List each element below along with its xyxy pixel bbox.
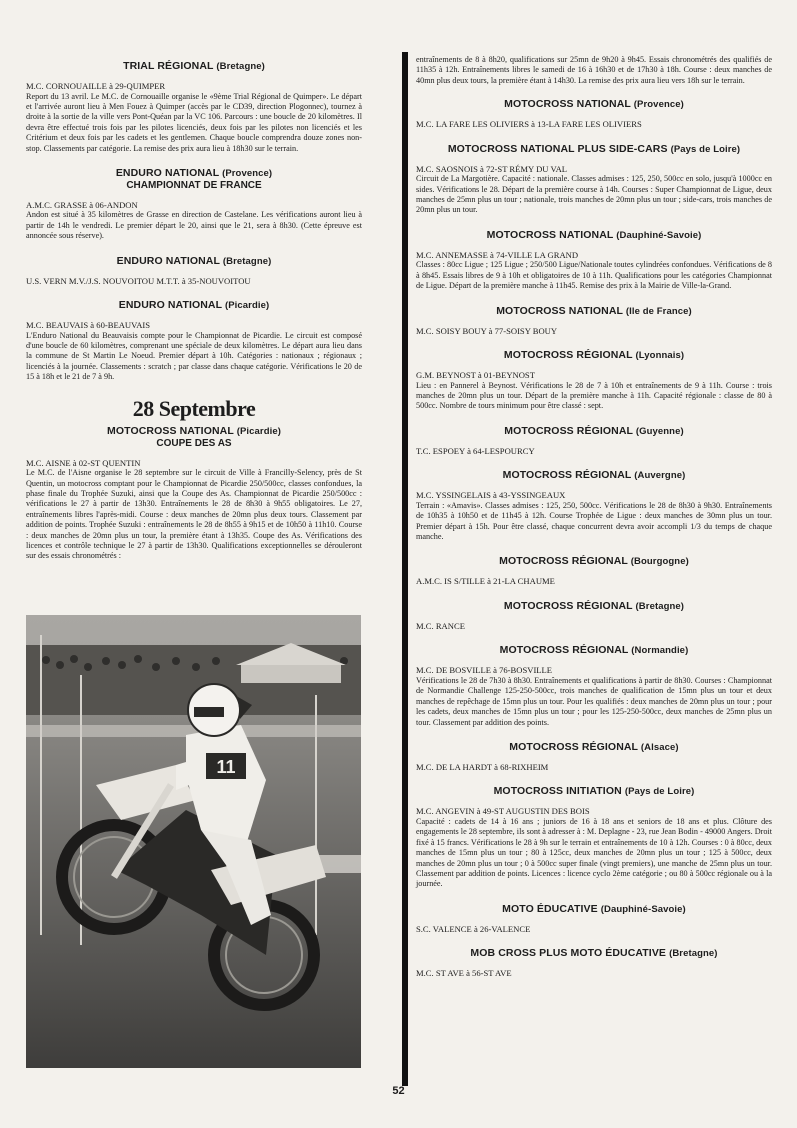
event-description: Terrain : «Amavis». Classes admises : 125, 250, 500cc. Vérifications le 28 de 8h30 à 9h30. Entraînements de 10h35 à 10h50 et de 11h45 à 12h. Course Trophée de Ligue : deux manches de 30mn plus un tour. Premier départ à 15h. Pour être classé, chaque concurrent devra avoir accompli 1/3 du temps de chaque manche. (416, 500, 772, 541)
event-region: (Provence) (222, 167, 273, 179)
right-column (416, 55, 772, 992)
event-region: (Guyenne) (635, 425, 684, 437)
organizing-club: M.C. DE BOSVILLE à 76-BOSVILLE (416, 665, 553, 676)
event-type: MOTOCROSS RÉGIONAL (504, 424, 633, 437)
organizing-club: S.C. VALENCE à 26-VALENCE (416, 923, 531, 934)
event-listing (416, 555, 772, 587)
event-listing (416, 469, 772, 542)
organizing-club: U.S. VERN M.V./J.S. NOUVOITOU M.T.T. à 35-NOUVOITOU (26, 275, 251, 286)
event-type: ENDURO NATIONAL (118, 299, 222, 312)
event-description: Vérifications le 28 de 7h30 à 8h30. Entraînements et qualifications à partir de 8h30. Courses : Championnat de Normandie Challenge 125-250-500cc, trois manches de qualification de 15mn plus un tour et deux manches de repêchage de 15mn plus un tour. Pour les qualifiés : deux manches de 20mn plus un tour ; pour les cadets, deux manches de 15mn plus un tour ; pour les 125-250-500cc, deux manches de 25mn plus un tour. Classement par addition des points. (416, 675, 772, 727)
event-region: (Auvergne) (634, 470, 686, 482)
event-type: MOTOCROSS RÉGIONAL (499, 555, 628, 568)
event-description: Classes : 80cc Ligue ; 125 Ligue ; 250/500 Ligue/Nationale toutes cylindrées confondues. Vérifications de 8 à 8h45. Essais libres de 9 à 10h et obligatoires de 10 à 11h. Qualifications pour les catégories Championnat de Ligue. Départ de la première manche à 11h45. Remise des prix à la Mairie de Ville-la-Grand. (416, 260, 772, 291)
event-listing (26, 167, 362, 242)
event-description: Andon est situé à 35 kilomètres de Grasse en direction de Castelane. Les vérifications auront lieu à partir de 14h le vendredi. Le premier départ le 20, ainsi que le 21, sera à 8h30. (Cette épreuve est annoncée sous réserve). (26, 210, 362, 241)
event-listing (26, 60, 362, 154)
event-type: TRIAL RÉGIONAL (123, 60, 214, 72)
event-type: MOTOCROSS NATIONAL (486, 228, 614, 241)
date-heading: 28 Septembre (132, 395, 256, 421)
event-listing (416, 143, 772, 216)
event-region: (Dauphiné-Savoie) (616, 229, 702, 241)
page-number: 52 (392, 1085, 405, 1097)
event-type: MOTOCROSS RÉGIONAL (503, 349, 633, 362)
rider-number: 11 (216, 757, 236, 777)
event-listing (416, 600, 772, 632)
event-listing (416, 644, 772, 728)
organizing-club: M.C. LA FARE LES OLIVIERS à 13-LA FARE LES OLIVIERS (416, 119, 642, 130)
event-region: (Normandie) (631, 645, 689, 657)
event-region: (Alsace) (640, 741, 679, 753)
event-listing (26, 425, 362, 562)
event-listing (416, 425, 772, 457)
continued-text: entraînements de 8 à 8h20, qualifications sur 25mn de 9h20 à 9h45. Essais chronométrés des qualifiés de 11h35 à 12h. Entraînements libres le samedi de 16 à 16h30 et de 17h30 à 18h. Course : deux manches de 40mn plus deux tours, la première étant à 14h30. La remise des prix aura lieu vers 18h sur le terrain. (416, 55, 772, 85)
organizing-club: M.C. AISNE à 02-ST QUENTIN (26, 457, 141, 468)
organizing-club: M.C. SAOSNOIS à 72-ST RÉMY DU VAL (416, 163, 568, 174)
event-region: (Pays de Loire) (624, 786, 695, 798)
event-region: (Dauphiné-Savoie) (600, 903, 686, 915)
organizing-club: M.C. RANCE (416, 620, 465, 631)
event-listing (416, 305, 772, 337)
event-listing (416, 741, 772, 773)
event-heading (416, 600, 772, 612)
event-heading (416, 425, 772, 437)
event-type: MOB CROSS PLUS MOTO ÉDUCATIVE (470, 947, 667, 960)
organizing-club: M.C. SOISY BOUY à 77-SOISY BOUY (416, 325, 558, 336)
event-heading (416, 741, 772, 753)
event-description: Capacité : cadets de 14 à 16 ans ; juniors de 16 à 18 ans et seniors de 18 ans et plus. Clôture des engagements le 28 septembre, ils sont à adresser à : M. Deplagne - 23, rue Jean Bodin - 49000 Angers. Droit fixé à 15 francs. Vérifications le 28 à 9h sur le terrain et entraînements de 10 à 12h. Courses : 0 à 80cc, deux manches de 15mn plus un tour ; 80 à 125cc, deux manches de 20mn plus un tour ; 125 à 500cc, deux manches de 20mn plus un tour ; 0 à 500cc super finale (vingt premiers), une manche de 25mn plus un tour. Classement par addition de points. Licences : licence cyclo 2ème catégorie ; ou 80 à 500cc régionale ou à la journée. (416, 816, 772, 889)
organizing-club: T.C. ESPOEY à 64-LESPOURCY (416, 445, 535, 456)
event-type: ENDURO NATIONAL (115, 166, 220, 179)
event-type: MOTOCROSS NATIONAL PLUS SIDE-CARS (447, 142, 668, 155)
organizing-club: A.M.C. GRASSE à 06-ANDON (26, 199, 138, 210)
left-column (26, 60, 362, 575)
event-heading (416, 469, 772, 481)
event-heading (26, 255, 362, 267)
event-listing (26, 299, 362, 383)
event-listing (416, 785, 772, 889)
event-region: (Picardie) (224, 300, 270, 312)
event-heading (26, 167, 362, 179)
organizing-club: A.M.C. IS S/TILLE à 21-LA CHAUME (416, 576, 555, 587)
event-heading (416, 98, 772, 110)
event-listing (26, 255, 362, 287)
event-heading (26, 425, 362, 437)
event-heading (416, 143, 772, 155)
organizing-club: M.C. ANNEMASSE à 74-VILLE LA GRAND (416, 249, 579, 260)
organizing-club: G.M. BEYNOST à 01-BEYNOST (416, 370, 535, 381)
event-description: Circuit de La Margotière. Capacité : nationale. Classes admises : 125, 250, 500cc en solo, jusqu'à 1000cc en sides. Vérifications le 28. Départ de la première course à 14h. Courses : Super Championnat de Ligue, deux manches de 25mn plus un tour ; nationale, trois manches de 20mn plus un tour ; side-cars, trois manches de 20mn plus un tour. (416, 174, 772, 215)
event-region: (Pays de Loire) (670, 143, 741, 155)
event-region: (Bretagne) (216, 61, 265, 72)
event-region: (Bourgogne) (630, 556, 689, 568)
event-type: MOTO ÉDUCATIVE (502, 902, 598, 915)
event-listing (416, 903, 772, 935)
event-listing (416, 349, 772, 412)
organizing-club: M.C. ST AVE à 56-ST AVE (416, 968, 512, 979)
event-region: (Provence) (633, 99, 684, 111)
column-divider (402, 52, 408, 1086)
event-description: Le M.C. de l'Aisne organise le 28 septembre sur le circuit de Ville à Francilly-Selency, près de St Quentin, un motocross comptant pour le Championnat de Picardie 250/500cc, classes confondues, la phase finale du Trophée Suzuki, ainsi que la Coupe des As. Championnat de Picardie 250/500cc : vérifications le 27 à partir de 13h30. Entraînements le 28 de 8h30 à 9h55 obligatoires. Le 27, entraînements libres l'après-midi. Course : deux manches de 20mn plus deux tours. Classement par addition de points. Trophée Suzuki : entraînements le 28 de 8h55 à 9h15 et de 10h50 à 11h10. Course : deux manches de 20mn plus un tour, la première étant à 13h35. Coupe des As. Vérifications des licences et contrôle technique le 27 à partir de 13h30. Qualifications exceptionnelles se dérouleront sur des essais chronométrés : (26, 468, 362, 561)
motocross-photo (26, 615, 361, 1068)
event-type: MOTOCROSS RÉGIONAL (503, 599, 633, 612)
event-region: (Picardie) (236, 425, 281, 437)
event-heading (416, 229, 772, 241)
event-region: (Bretagne) (669, 948, 718, 960)
organizing-club: M.C. DE LA HARDT à 68-RIXHEIM (416, 761, 549, 772)
event-type: MOTOCROSS RÉGIONAL (502, 469, 632, 482)
event-heading (416, 555, 772, 567)
event-subheading: COUPE DES AS (156, 437, 232, 449)
event-description: Lieu : en Pannerel à Beynost. Vérifications le 28 de 7 à 10h et entraînements de 9 à 11h. Course : trois manches de 20mn plus un tour. Départ de la première manche à 11h. Capacité régionale : classe de 80 à 500cc. Nombre de tours minimum pour être classé : sept. (416, 380, 772, 411)
event-region: (Bretagne) (222, 255, 272, 267)
organizing-club: M.C. YSSINGELAIS à 43-YSSINGEAUX (416, 490, 566, 501)
event-type: MOTOCROSS NATIONAL (107, 424, 234, 437)
event-listing (416, 229, 772, 292)
organizing-club: M.C. BEAUVAIS à 60-BEAUVAIS (26, 320, 151, 331)
event-description: Report du 13 avril. Le M.C. de Cornouaille organise le «9ème Trial Régional de Quimper». Le départ et l'arrivée auront lieu à Men Fouez à Quimper (accès par le CD39, direction Plogonnec), tournez à droite à la sortie de la ville vers Pont-Quéan par la VC 106. Parcours : une boucle de 20 kilomètres. Il devra être effectué trois fois par les pilotes licenciés, deux fois par les pilotes non licenciés et les Critérium et deux fois par les cadets et les gentlemen. Chaque boucle comprendra douze zones non-stop. Classements par catégorie. La remise des prix aura lieu à 18h30 sur le terrain. (26, 91, 362, 153)
event-heading (416, 903, 772, 915)
event-heading (416, 349, 772, 361)
event-type: ENDURO NATIONAL (116, 254, 220, 267)
event-listing (416, 947, 772, 979)
event-region: (Ile de France) (625, 305, 692, 317)
motocross-rider-illustration (26, 615, 361, 1068)
organizing-club: M.C. CORNOUAILLE à 29-QUIMPER (26, 81, 166, 91)
event-subheading: CHAMPIONNAT DE FRANCE (126, 179, 262, 191)
event-listing (416, 98, 772, 130)
event-type: MOTOCROSS RÉGIONAL (499, 644, 629, 657)
event-region: (Bretagne) (635, 600, 685, 612)
event-heading (26, 299, 362, 311)
event-type: MOTOCROSS RÉGIONAL (509, 740, 638, 753)
organizing-club: M.C. ANGEVIN à 49-ST AUGUSTIN DES BOIS (416, 806, 590, 817)
event-description: L'Enduro National du Beauvaisis compte pour le Championnat de Picardie. Le circuit est composé d'une boucle de 60 kilomètres, comprenant une spéciale de deux kilomètres. Le départ aura lieu dans la commune de St Martin Le Noeud. Premier départ à 10h. Catégories : nationaux ; régionaux ; licenciés à la journée. Classements : scratch ; par classe dans chaque catégorie. Vérifications le 20 de 15 à 18h et le 21 de 7 à 9h. (26, 330, 362, 382)
event-heading (416, 305, 772, 317)
event-heading (26, 60, 362, 72)
event-heading (416, 644, 772, 656)
event-type: MOTOCROSS NATIONAL (496, 304, 623, 317)
event-region: (Lyonnais) (635, 350, 685, 362)
event-heading (416, 947, 772, 959)
event-type: MOTOCROSS NATIONAL (504, 98, 631, 111)
event-heading (416, 785, 772, 797)
event-type: MOTOCROSS INITIATION (493, 785, 622, 798)
